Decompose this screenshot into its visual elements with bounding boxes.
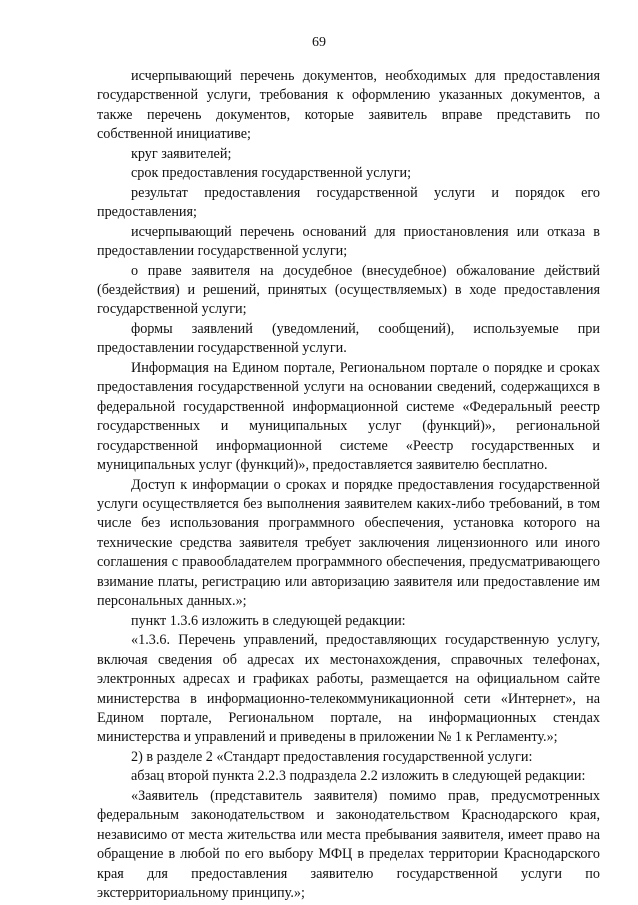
page-number: 69 [312, 35, 326, 50]
paragraph: исчерпывающий перечень документов, необходимых для предоставления государственной услуги, требования к оформлению указанных документов, а также перечень документов, которые заявитель вправе представить по собственной инициативе; [97, 68, 600, 143]
paragraph: исчерпывающий перечень оснований для приостановления или отказа в предоставлении государственной услуги; [97, 223, 600, 260]
paragraph: Доступ к информации о сроках и порядке предоставления государственной услуги осуществляется без выполнения заявителем каких-либо требований, в том числе без использования программного обеспечения, установка которого на технические средства заявителя требует заключения лицензионного или иного соглашения с правообладателем программного обеспечения, предусматривающего взимание платы, регистрацию или авторизацию заявителя или предоставление им персональных данных.»; [97, 476, 600, 610]
paragraph: «Заявитель (представитель заявителя) помимо прав, предусмотренных федеральным законодательством и законодательством Краснодарского края, независимо от места жительства или места пребывания заявителя, имеет право на обращение в любой по его выбору МФЦ в пределах территории Краснодарского края для предоставления заявителю государственной услуги по экстерриториальному принципу.»; [97, 787, 600, 902]
paragraph: 2) в разделе 2 «Стандарт предоставления государственной услуги: [131, 748, 533, 765]
paragraph: формы заявлений (уведомлений, сообщений), используемые при предоставлении государственной услуги. [97, 320, 600, 357]
paragraph: Информация на Едином портале, Региональном портале о порядке и сроках предоставления государственной услуги на основании сведений, содержащихся в федеральной государственной информационной системе «Федеральный реестр государственных и муниципальных услуг (функций)», региональной государственной информационной системе «Реестр государственных и муниципальных услуг (функций)», предоставляется заявителю бесплатно. [97, 359, 600, 474]
paragraph: пункт 1.3.6 изложить в следующей редакции: [131, 612, 406, 629]
paragraph: о праве заявителя на досудебное (внесудебное) обжалование действий (бездействия) и решений, принятых (осуществляемых) в ходе предоставления государственной услуги; [97, 262, 600, 318]
paragraph: «1.3.6. Перечень управлений, предоставляющих государственную услугу, включая сведения об адресах их местонахождения, справочных телефонах, электронных адресах и графиках работы, размещается на официальном сайте министерства в информационно-телекоммуникационной сети «Интернет», на Едином портале, Региональном портале, на информационных стендах министерства и управлений и приведены в приложении № 1 к Регламенту.»; [97, 632, 600, 746]
paragraph: круг заявителей; [131, 145, 232, 162]
paragraph: абзац второй пункта 2.2.3 подраздела 2.2 изложить в следующей редакции: [131, 768, 586, 785]
paragraph: срок предоставления государственной услуги; [131, 165, 412, 182]
document-body [97, 67, 600, 903]
paragraph: результат предоставления государственной услуги и порядок его предоставления; [97, 184, 600, 221]
